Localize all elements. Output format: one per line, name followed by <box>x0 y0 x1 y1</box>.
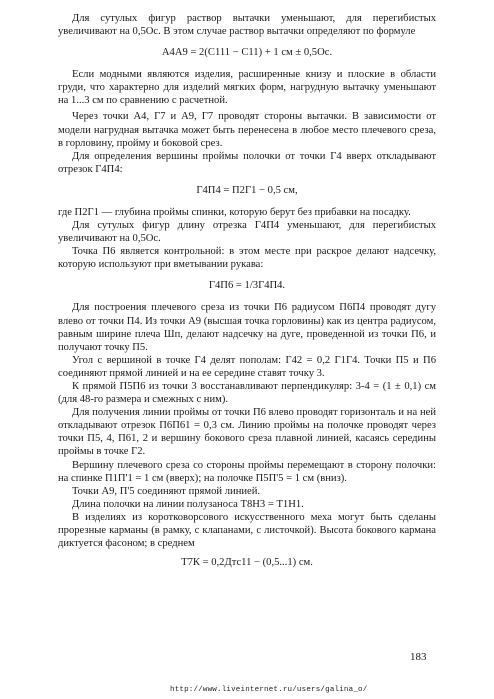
paragraph: Точки А9, П'5 соединяют прямой линией. <box>72 485 261 497</box>
paragraph: Точка П6 является контрольной: в этом месте при раскрое делают надсечку, которую используют при вметывании рукава: <box>58 246 436 271</box>
formula: А4А9 = 2(С111 − С11) + 1 см ± 0,5Ос. <box>161 47 333 59</box>
paragraph: В изделиях из коротковорсового искусственного меха могут быть сделаны прорезные карманы (в рамку, с клапанами, с листочкой). Высота бокового кармана диктуется фасоном; в среднем <box>58 511 436 550</box>
footer-url: http://www.liveinternet.ru/users/galina_o/ <box>170 686 368 694</box>
paragraph: К прямой П5П6 из точки 3 восстанавливают перпендикуляр: 3-4 = (1 ± 0,1) см (для 48-го размера и смежных с ним). <box>58 380 436 406</box>
paragraph: где П2Г1 — глубина проймы спинки, которую берут без прибавки на посадку. <box>58 206 411 218</box>
paragraph: Длина полочки на линии полузаноса Т8Н3 = Т1Н1. <box>72 498 304 510</box>
paragraph: Если модными являются изделия, расширенные книзу и плоские в области груди, что характерно для изделий мягких форм, нагрудную вытачку уменьшают на 1...3 см по сравнению с расчетной. <box>58 69 436 107</box>
paragraph: Вершину плечевого среза со стороны проймы перемещают в сторону полочки: на спинке П1П'1 = 1 см (вверх); на полочке П5П'5 = 1 см (вниз). <box>58 459 436 484</box>
paragraph: Для построения плечевого среза из точки П6 радиусом П6П4 проводят дугу влево от точки П4. Из точки А9 (высшая точка горловины) как из центра радиусом, равным ширине плеча Шп, делают надсечку на дуге, проведенной из точки П6, и получают точку П5. <box>58 302 436 353</box>
formula: Т7К = 0,2Дтс11 − (0,5...1) см. <box>181 557 313 569</box>
page-text <box>58 12 436 576</box>
paragraph: Угол с вершиной в точке Г4 делят пополам: Г42 = 0,2 Г1Г4. Точки П5 и П6 соединяют прямой линией и на ее середине ставят точку 3. <box>58 354 436 379</box>
paragraph: Для получения линии проймы от точки П6 влево проводят горизонталь и на ней откладывают отрезок П6П61 = 0,3 см. Линию проймы на полочке проводят через точки П5, 4, П61, 2 и вершину бокового среза плавной линией, касаясь середины проймы в точке Г2. <box>58 407 436 458</box>
formula: Г4П6 = 1/3Г4П4. <box>208 280 286 292</box>
paragraph: Для определения вершины проймы полочки от точки Г4 вверх откладывают отрезок Г4П4: <box>58 150 436 175</box>
paragraph: Через точки А4, Г7 и А9, Г7 проводят стороны вытачки. В зависимости от модели нагрудная вытачка может быть перенесена в любое место плечевого среза, в горловину, пройму и боковой срез. <box>58 111 436 149</box>
paragraph: Для сутулых фигур раствор вытачки уменьшают, для перегибистых увеличивают на 0,5Ос. В этом случае раствор вытачки определяют по формуле <box>58 13 436 38</box>
page-number: 183 <box>410 651 427 663</box>
formula: Г4П4 = П2Г1 − 0,5 см, <box>196 184 298 196</box>
paragraph: Для сутулых фигур длину отрезка Г4П4 уменьшают, для перегибистых увеличивают на 0,5Ос. <box>58 220 436 245</box>
